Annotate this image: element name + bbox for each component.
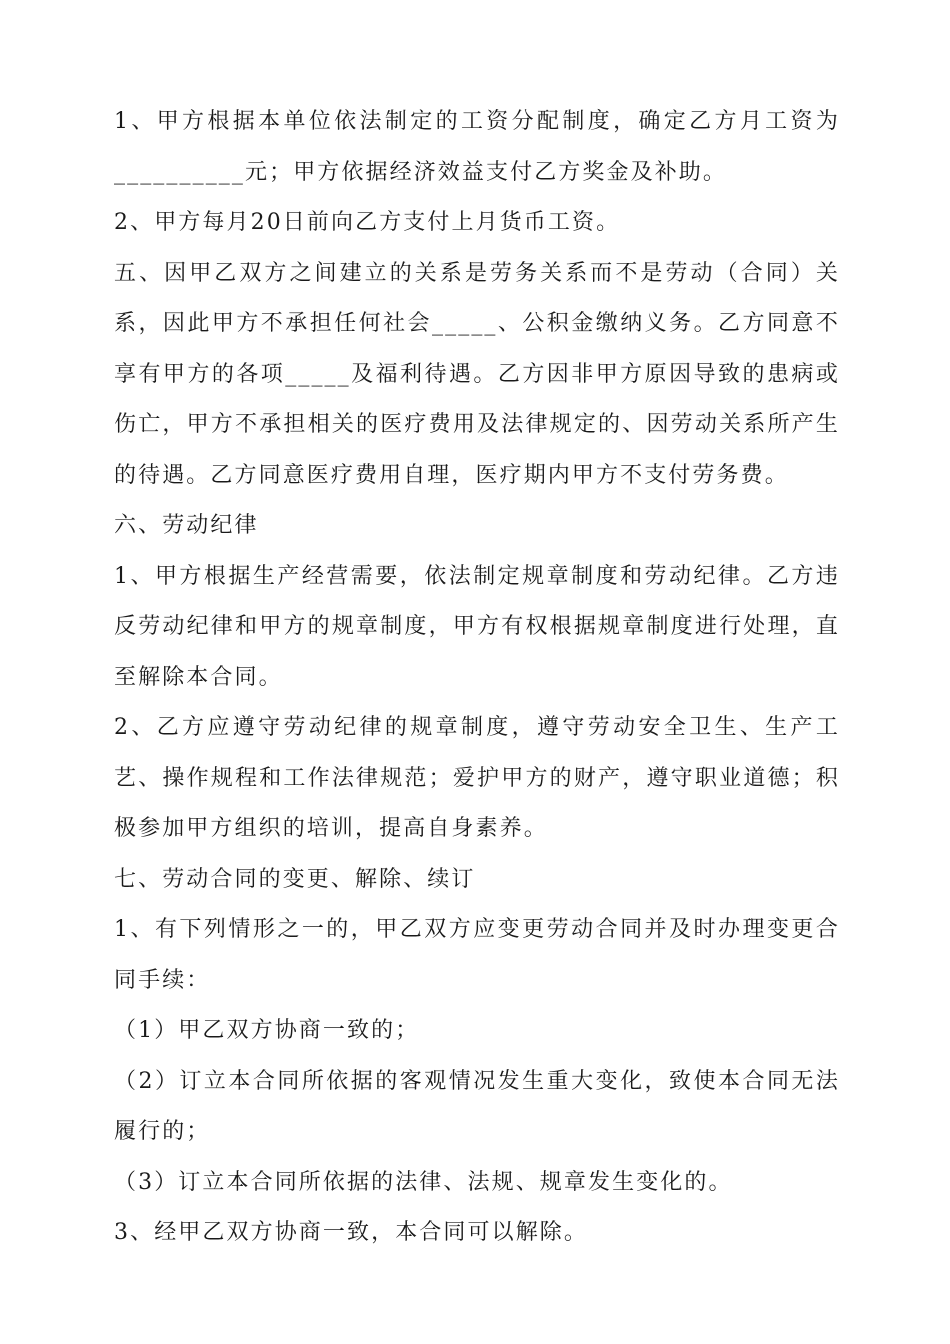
paragraph-mutual-termination: 3、经甲乙双方协商一致，本合同可以解除。 <box>114 1220 588 1245</box>
paragraph-wage-payday: 2、甲方每月20日前向乙方支付上月货币工资。 <box>114 210 621 235</box>
paragraph-discipline-rules: 1、甲方根据生产经营需要，依法制定规章制度和劳动纪律。乙方违反劳动纪律和甲方的规章制度，甲方有权根据规章制度进行处理，直至解除本合同。 <box>114 563 840 690</box>
list-item-condition-2: （2）订立本合同所依据的客观情况发生重大变化，致使本合同无法履行的； <box>114 1068 840 1144</box>
list-item-condition-3: （3）订立本合同所依据的法律、法规、规章发生变化的。 <box>114 1169 733 1195</box>
paragraph-employee-obligations: 2、乙方应遵守劳动纪律的规章制度，遵守劳动安全卫生、生产工艺、操作规程和工作法律规范；爱护甲方的财产，遵守职业道德；积极参加甲方组织的培训，提高自身素养。 <box>114 715 840 841</box>
paragraph-section-5-labor-relation: 五、因甲乙双方之间建立的关系是劳务关系而不是劳动（合同）关系，因此甲方不承担任何社会_____、公积金缴纳义务。乙方同意不享有甲方的各项_____及福利待遇。乙方因非甲方原因导致的患病或伤亡，甲方不承担相关的医疗费用及法律规定的、因劳动关系所产生的待遇。乙方同意医疗费用自理，医疗期内甲方不支付劳务费。 <box>114 260 840 488</box>
list-item-condition-1: （1）甲乙双方协商一致的； <box>114 1018 420 1043</box>
heading-section-7-contract-changes: 七、劳动合同的变更、解除、续订 <box>114 866 476 892</box>
document-body <box>114 97 840 1259</box>
paragraph-wage-amount: 1、甲方根据本单位依法制定的工资分配制度，确定乙方月工资为__________元；甲方依据经济效益支付乙方奖金及补助。 <box>114 109 840 185</box>
paragraph-change-conditions: 1、有下列情形之一的，甲乙双方应变更劳动合同并及时办理变更合同手续： <box>114 917 840 993</box>
heading-section-6-discipline: 六、劳动纪律 <box>114 513 259 538</box>
